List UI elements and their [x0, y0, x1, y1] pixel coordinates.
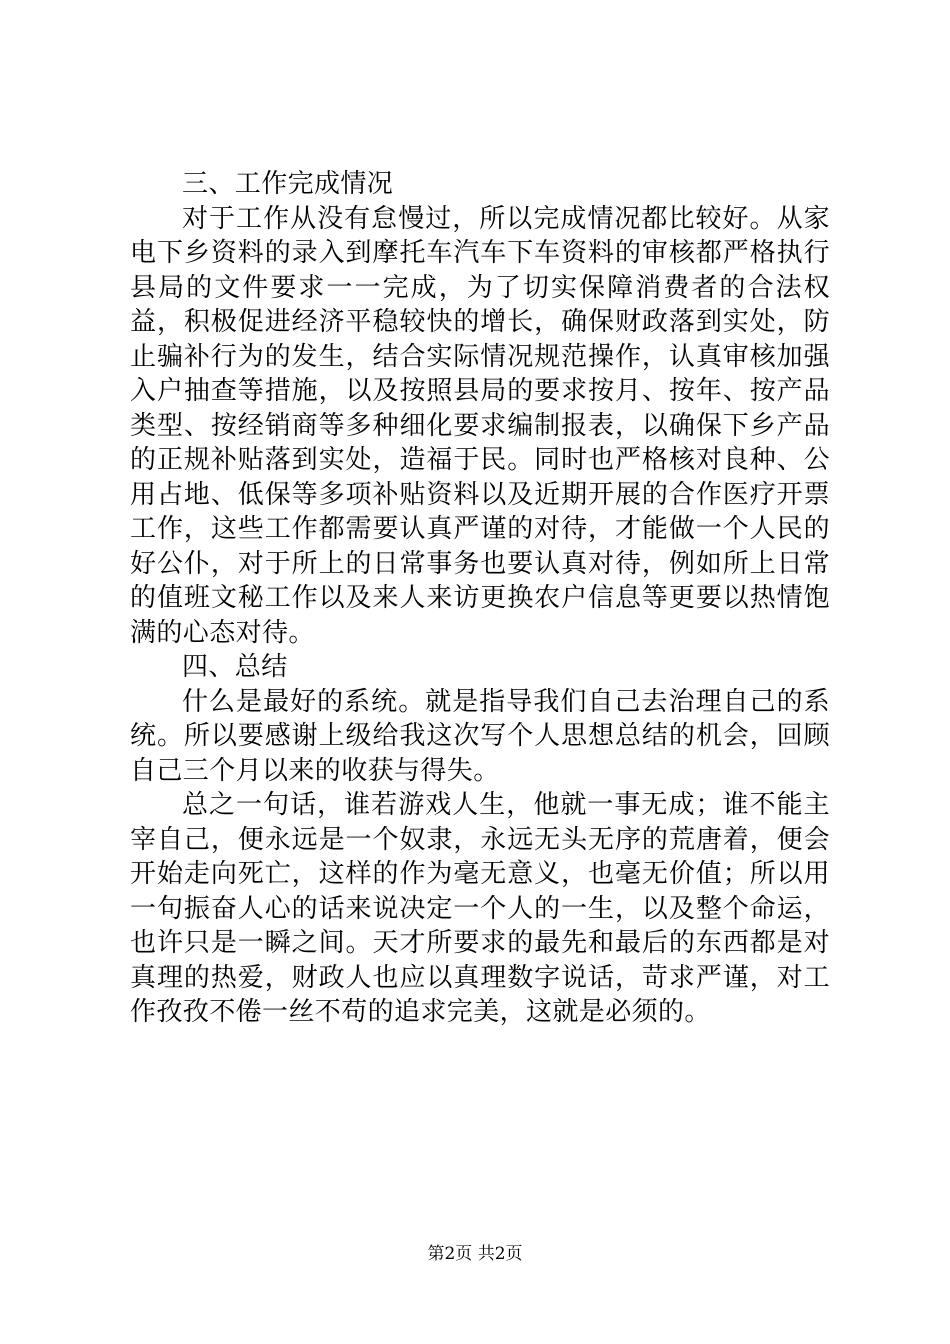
paragraph-summary-conclusion: 总之一句话，谁若游戏人生，他就一事无成；谁不能主宰自己，便永远是一个奴隶，永远无头无序的荒唐着，便会开始走向死亡，这样的作为毫无意义，也毫无价值；所以用一句振奋人心的话来说决定一个人的一生，以及整个命运，也许只是一瞬之间。天才所要求的最先和最后的东西都是对真理的热爱，财政人也应以真理数字说话，苛求严谨，对工作孜孜不倦一丝不苟的追求完美，这就是必须的。: [130, 790, 830, 1027]
page-number-footer: 第2页 共2页: [427, 1244, 523, 1264]
paragraph-summary-system: 什么是最好的系统。就是指导我们自己去治理自己的系统。所以要感谢上级给我这次写个人思想总结的机会，回顾自己三个月以来的收获与得失。: [130, 686, 830, 786]
document-body: [130, 167, 830, 1030]
section-heading-summary: 四、总结: [182, 652, 288, 682]
section-heading-work-completion: 三、工作完成情况: [182, 169, 394, 199]
paragraph-work-completion: 对于工作从没有怠慢过，所以完成情况都比较好。从家电下乡资料的录入到摩托车汽车下车资料的审核都严格执行县局的文件要求一一完成，为了切实保障消费者的合法权益，积极促进经济平稳较快的增长，确保财政落到实处，防止骗补行为的发生，结合实际情况规范操作，认真审核加强入户抽查等措施，以及按照县局的要求按月、按年、按产品类型、按经销商等多种细化要求编制报表，以确保下乡产品的正规补贴落到实处，造福于民。同时也严格核对良种、公用占地、低保等多项补贴资料以及近期开展的合作医疗开票工作，这些工作都需要认真严谨的对待，才能做一个人民的好公仆，对于所上的日常事务也要认真对待，例如所上日常的值班文秘工作以及来人来访更换农户信息等更要以热情饱满的心态对待。: [130, 203, 830, 648]
